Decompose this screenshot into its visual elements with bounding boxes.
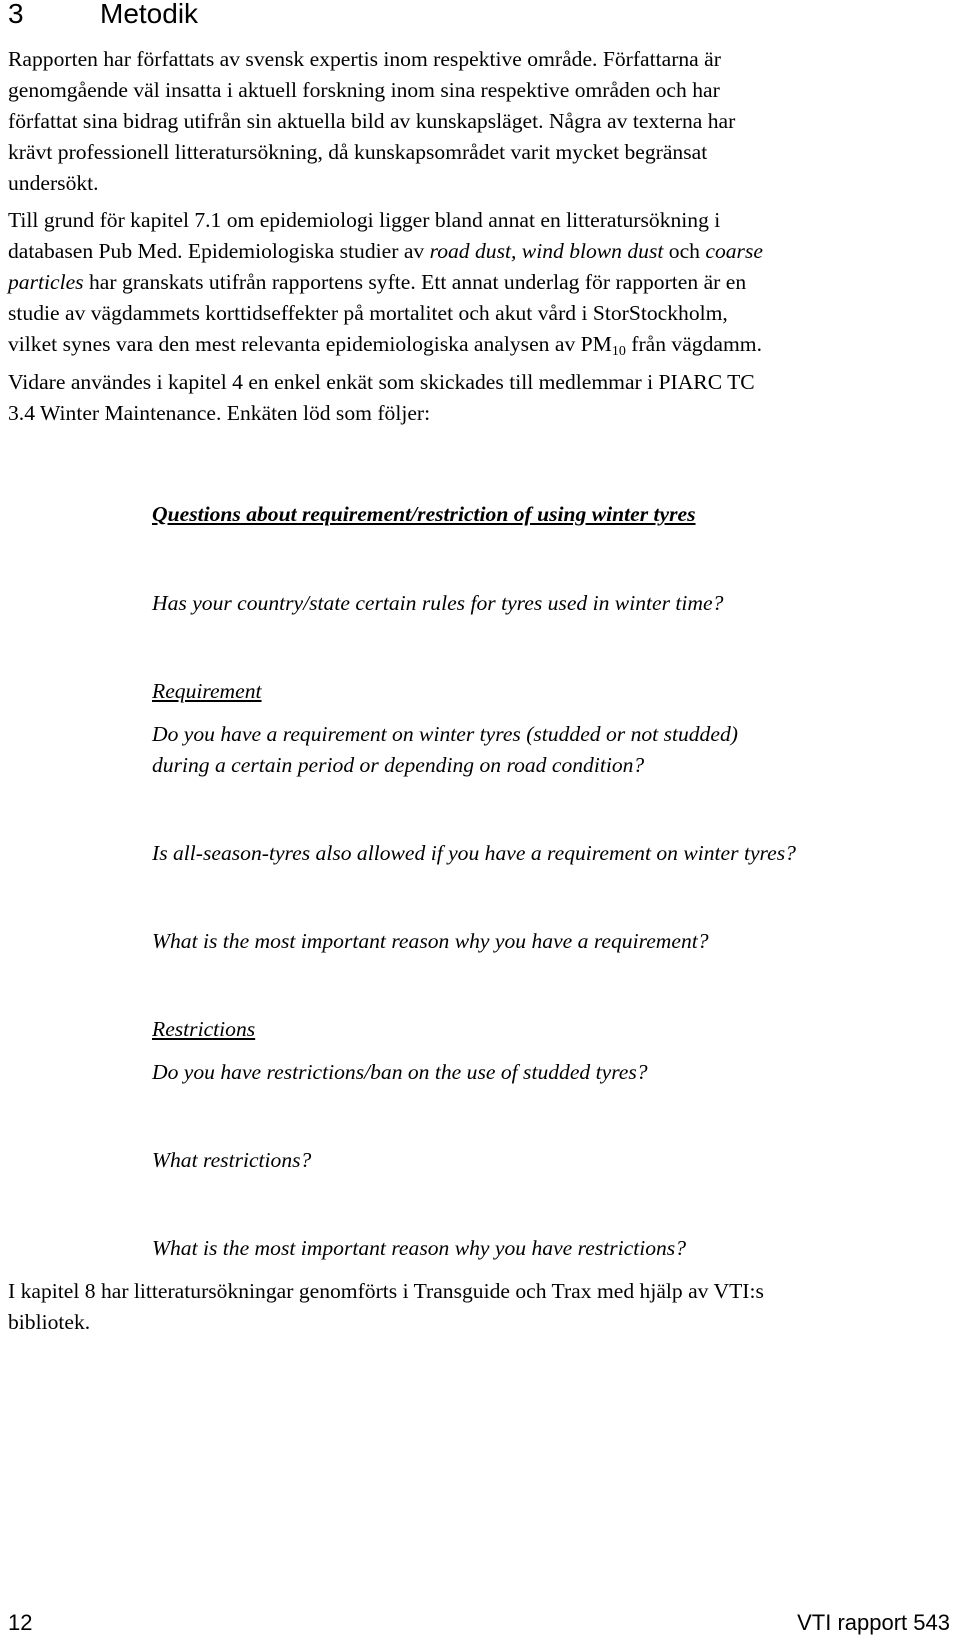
text-line [8,267,948,298]
section-heading [8,0,198,32]
text-line: bibliotek. [8,1310,91,1334]
text-line: undersökt. [8,171,99,195]
text-line: Vidare användes i kapitel 4 en enkel enkät som skickades till medlemmar i PIARC TC [8,370,755,394]
subscript: 10 [611,344,626,359]
text-line: Do you have a requirement on winter tyres (studded or not studded) [152,722,738,746]
question-requirement [152,719,738,781]
italic-term: particles [8,270,84,294]
question-all-season: Is all-season-tyres also allowed if you have a requirement on winter tyres? [152,841,796,865]
paragraph-literature [8,1276,948,1338]
text-segment: databasen Pub Med. Epidemiologiska studier av [8,239,430,263]
text-line: during a certain period or depending on road condition? [152,753,645,777]
text-line: 3.4 Winter Maintenance. Enkäten löd som följer: [8,401,431,425]
text-line [8,329,948,360]
italic-term: road dust, wind blown dust [429,239,664,263]
questionnaire-title: Questions about requirement/restriction of using winter tyres [152,502,696,526]
italic-term: coarse [705,239,763,263]
report-name: VTI rapport 543 [797,1610,950,1635]
text-segment: från vägdamm. [625,332,762,356]
question-restrictions-reason: What is the most important reason why you have restrictions? [152,1236,687,1260]
text-line [8,236,948,267]
text-line: författat sina bidrag utifrån sin aktuella bild av kunskapsläget. Några av texterna har [8,109,736,133]
section-title: Metodik [100,0,199,29]
text-line: krävt professionell litteratursökning, då kunskapsområdet varit mycket begränsat [8,140,708,164]
section-number: 3 [8,0,24,29]
restrictions-heading: Restrictions [152,1017,256,1041]
page-number: 12 [8,1610,33,1635]
question-what-restrictions: What restrictions? [152,1148,312,1172]
text-segment: vilket synes vara den mest relevanta epidemiologiska analysen av PM [8,332,612,356]
paragraph-authorship [8,44,948,199]
text-line: studie av vägdammets korttidseffekter på mortalitet och akut vård i StorStockholm, [8,301,728,325]
requirement-heading: Requirement [152,679,262,703]
text-line: I kapitel 8 har litteratursökningar genomförts i Transguide och Trax med hjälp av VTI:s [8,1279,764,1303]
text-segment: har granskats utifrån rapportens syfte. Ett annat underlag för rapporten är en [83,270,747,294]
text-line: Rapporten har författats av svensk expertis inom respektive område. Författarna är [8,47,721,71]
question-restrictions-ban: Do you have restrictions/ban on the use of studded tyres? [152,1060,648,1084]
paragraph-epidemiology [8,205,948,360]
text-line: genomgående väl insatta i aktuell forskning inom sina respektive områden och har [8,78,720,102]
paragraph-survey-intro [8,367,948,429]
text-segment: och [663,239,706,263]
text-line: Till grund för kapitel 7.1 om epidemiologi ligger bland annat en litteratursökning i [8,208,721,232]
question-rules: Has your country/state certain rules for tyres used in winter time? [152,591,724,615]
question-requirement-reason: What is the most important reason why you have a requirement? [152,929,709,953]
